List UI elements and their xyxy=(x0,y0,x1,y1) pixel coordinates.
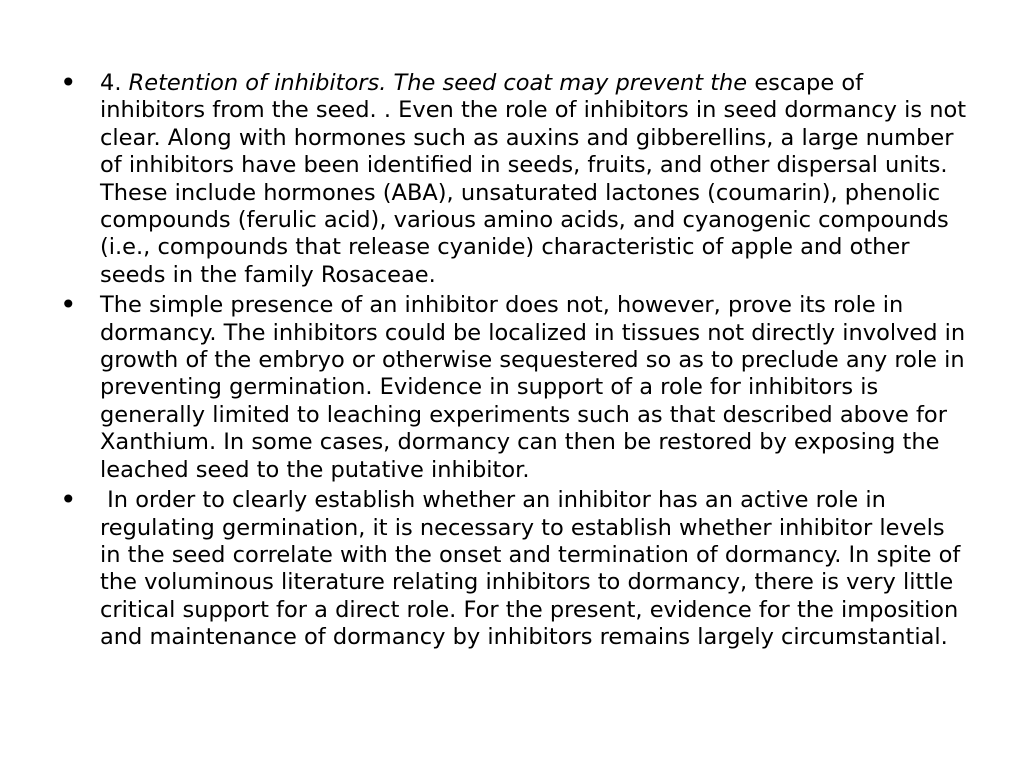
bullet-body: escape of inhibitors from the seed. . Even the role of inhibitors in seed dormancy is not clear. Along with hormones such as auxins and gibberellins, a large number of inhibitors have been identified in seeds, fruits, and other dispersal units. These include hormones (ABA), unsaturated lactones (coumarin), phenolic compounds (ferulic acid), various amino acids, and cyanogenic compounds (i.e., compounds that release cyanide) characteristic of apple and other seeds in the family Rosaceae. xyxy=(100,70,967,288)
bullet-text-presence: The simple presence of an inhibitor does not, however, prove its role in dormancy. The inhibitors could be localized in tissues not directly involved in growth of the embryo or otherwise sequestered so as to preclude any role in preventing germination. Evidence in support of a role for inhibitors is generally limited to leaching experiments such as that described above for Xanthium. In some cases, dormancy can then be restored by exposing the leached seed to the putative inhibitor. xyxy=(100,292,966,483)
bullet-marker: • xyxy=(60,288,77,322)
italic-lead: Retention of inhibitors. The seed coat may prevent the xyxy=(128,70,748,96)
bullet-item-retention xyxy=(60,66,970,289)
bullet-list xyxy=(60,66,970,655)
bullet-text-establish: In order to clearly establish whether an inhibitor has an active role in regulating germination, it is necessary to establish whether inhibitor levels in the seed correlate with the onset and termination of dormancy. In spite of the voluminous literature relating inhibitors to dormancy, there is very little critical support for a direct role. For the present, evidence for the imposition and maintenance of dormancy by inhibitors remains largely circumstantial. xyxy=(100,487,968,651)
bullet-marker: • xyxy=(60,483,77,517)
bullet-marker: • xyxy=(60,66,77,99)
bullet-item-presence xyxy=(60,288,970,484)
bullet-number: 4. xyxy=(100,70,122,96)
bullet-text-retention xyxy=(100,70,970,289)
bullet-item-establish xyxy=(60,483,970,651)
